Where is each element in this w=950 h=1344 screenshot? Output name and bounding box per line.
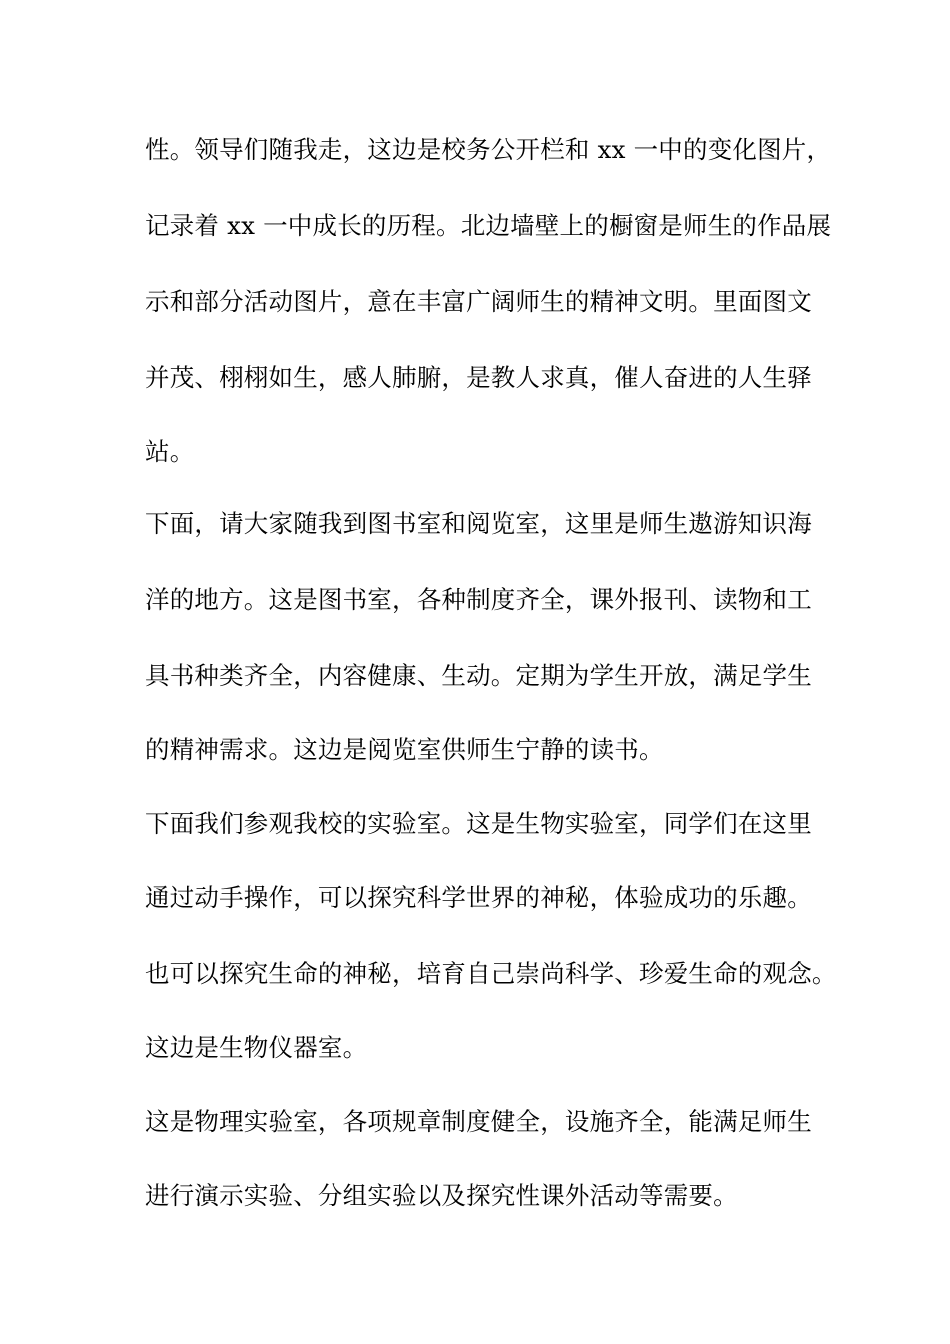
text-line: 示和部分活动图片，意在丰富广阔师生的精神文明。里面图文 <box>145 287 812 316</box>
text-line: 洋的地方。这是图书室，各种制度齐全，课外报刊、读物和工 <box>145 585 812 614</box>
text-line: 记录着 xx 一中成长的历程。北边墙壁上的橱窗是师生的作品展 <box>145 211 832 240</box>
text-line: 性。领导们随我走，这边是校务公开栏和 xx 一中的变化图片， <box>145 135 832 164</box>
text-line: 这是物理实验室，各项规章制度健全，设施齐全，能满足师生 <box>145 1107 812 1136</box>
text-line: 进行演示实验、分组实验以及探究性课外活动等需要。 <box>145 1181 738 1210</box>
text-line: 的精神需求。这边是阅览室供师生宁静的读书。 <box>145 735 664 764</box>
text-line: 站。 <box>145 437 195 466</box>
text-line: 下面，请大家随我到图书室和阅览室，这里是师生遨游知识海 <box>145 509 812 538</box>
text-line: 这边是生物仪器室。 <box>145 1033 368 1062</box>
text-line: 具书种类齐全，内容健康、生动。定期为学生开放，满足学生 <box>145 661 812 690</box>
text-line: 下面我们参观我校的实验室。这是生物实验室，同学们在这里 <box>145 809 812 838</box>
text-line: 并茂、栩栩如生，感人肺腑，是教人求真，催人奋进的人生驿 <box>145 363 812 392</box>
text-line: 也可以探究生命的神秘，培育自己崇尚科学、珍爱生命的观念。 <box>145 959 837 988</box>
text-line: 通过动手操作，可以探究科学世界的神秘，体验成功的乐趣。 <box>145 883 812 912</box>
